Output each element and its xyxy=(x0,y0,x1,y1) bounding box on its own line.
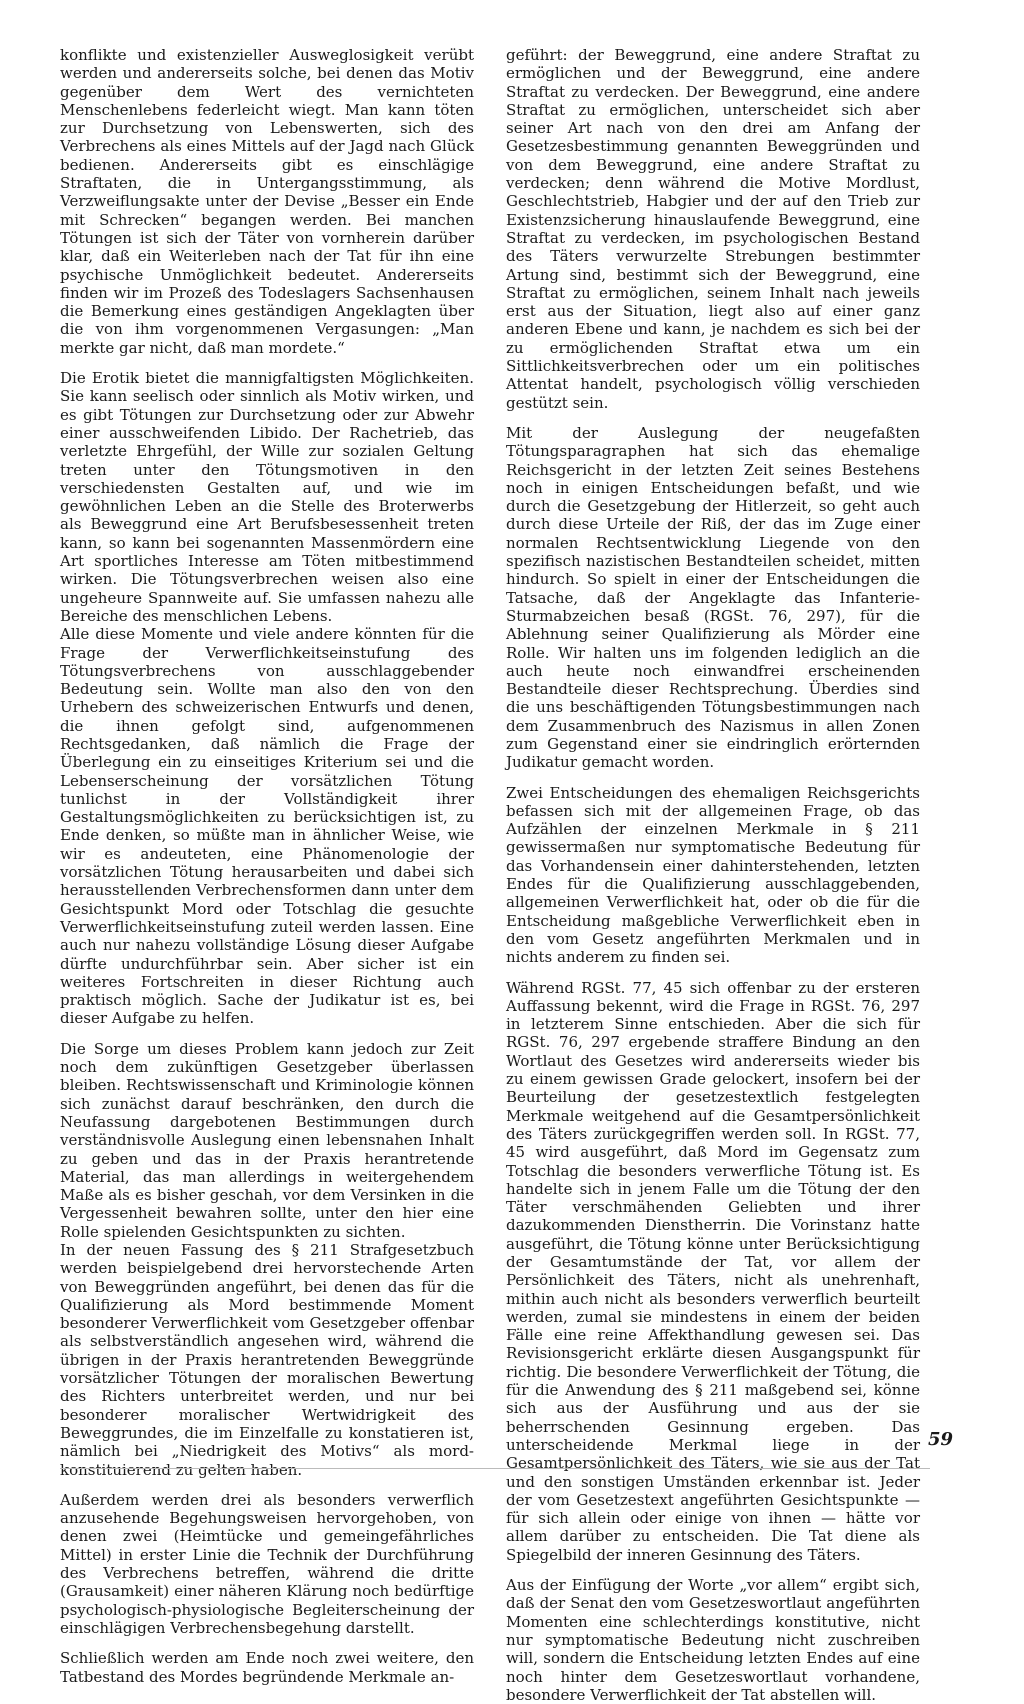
paragraph: Zwei Entscheidungen des ehemaligen Reichsgerichts befassen sich mit der allgemeinen Frage, ob das Aufzählen der einzelnen Merkmale in § 211 gewissermaßen nur symptomatische Bedeutung für das Vorhandensein einer dahinterstehenden, letzten Endes für die Qualifizierung ausschlaggebenden, allgemeinen Verwerflichkeit hat, oder ob die für die Entscheidung maßgebliche Verwerflichkeit eben in den vom Gesetz angeführten Merkmalen und in nichts anderem zu finden sei. xyxy=(506,783,920,967)
paragraph: konflikte und existenzieller Ausweglosigkeit verübt werden und andererseits solche, bei denen das Motiv gegenüber dem Wert des vernichteten Menschenlebens federleicht wiegt. Man kann töten zur Durchsetzung von Lebenswerten, sich des Verbrechens als eines Mittels auf der Jagd nach Glück bedienen. Andererseits gibt es einschlägige Straftaten, die in Untergangsstimmung, als Verzweiflungsakte unter der Devise „Besser ein Ende mit Schrecken“ begangen werden. Bei manchen Tötungen ist sich der Täter von vornherein darüber klar, daß ein Weiterleben nach der Tat für ihn eine psychische Unmöglichkeit bedeutet. Andererseits finden wir im Prozeß des Todeslagers Sachsenhausen die Bemerkung eines geständigen Angeklagten über die von ihm vorgenommenen Vergasungen: „Man merkte gar nicht, daß man mordete.“ xyxy=(60,46,474,357)
paragraph: In der neuen Fassung des § 211 Strafgesetzbuch werden beispielgebend drei hervorstechende Arten von Beweggründen angeführt, bei denen das für die Qualifizierung als Mord bestimmende Moment besonderer Verwerflichkeit vom Gesetzgeber offenbar als selbstverständlich angesehen wird, während die übrigen in der Praxis herantretenden Beweggründe vorsätzlicher Tötungen der moralischen Bewertung des Richters unterbreitet werden, und nur bei besonderer moralischer Wertwidrigkeit des Beweggrundes, die im Einzelfalle zu konstatieren ist, nämlich bei „Niedrigkeit des Motivs“ als mord-konstituierend zu gelten haben. xyxy=(60,1241,474,1479)
left-column xyxy=(60,46,474,1686)
paragraph: Mit der Auslegung der neugefaßten Tötungsparagraphen hat sich das ehemalige Reichsgericht in der letzten Zeit seines Bestehens noch in einigen Entscheidungen befaßt, und wie durch die Gesetzgebung der Hitlerzeit, so geht auch durch diese Urteile der Riß, der das im Zuge einer normalen Rechtsentwicklung Liegende von den spezifisch nazistischen Bestandteilen scheidet, mitten hindurch. So spielt in einer der Entscheidungen die Tatsache, daß der Angeklagte das Infanterie-Sturmabzeichen besaß (RGSt. 76, 297), für die Ablehnung seiner Qualifizierung als Mörder eine Rolle. Wir halten uns im folgenden lediglich an die auch heute noch einwandfrei erscheinenden Bestandteile dieser Rechtsprechung. Überdies sind die uns beschäftigenden Tötungsbestimmungen nach dem Zusammenbruch des Nazismus in allen Zonen zum Gegenstand einer sie eindringlich erörternden Judikatur gemacht worden. xyxy=(506,423,920,772)
paragraph: Die Sorge um dieses Problem kann jedoch zur Zeit noch dem zukünftigen Gesetzgeber überlassen bleiben. Rechtswissenschaft und Kriminologie können sich zunächst darauf beschränken, den durch die Neufassung dargebotenen Bestimmungen durch verständnisvolle Auslegung einen lebensnahen Inhalt zu geben und das in der Praxis herantretende Material, das man allerdings in weitergehendem Maße als es bisher geschah, vor dem Versinken in die Vergessenheit bewahren sollte, unter den hier eine Rolle spielenden Gesichtspunkten zu sichten. xyxy=(60,1039,474,1241)
paragraph: Während RGSt. 77, 45 sich offenbar zu der ersteren Auffassung bekennt, wird die Frage in RGSt. 76, 297 in letzterem Sinne entschieden. Aber die sich für RGSt. 76, 297 ergebende straffere Bindung an den Wortlaut des Gesetzes wird andererseits wieder bis zu einem gewissen Grade gelockert, insofern bei der Beurteilung der gesetzestextlich festgelegten Merkmale weitgehend auf die Gesamtpersönlichkeit des Täters zurückgegriffen werden soll. In RGSt. 77, 45 wird ausgeführt, daß Mord im Gegensatz zum Totschlag die besonders verwerfliche Tötung ist. Es handelte sich in jenem Falle um die Tötung der den Täter verschmähenden Geliebten und ihrer dazukommenden Dienstherrin. Die Vorinstanz hatte ausgeführt, die Tötung könne unter Berücksichtigung der Gesamtumstände der Tat, vor allem der Persönlichkeit des Täters, nicht als unehrenhaft, mithin auch nicht als besonders verwerflich beurteilt werden, zumal sie mindestens in einem der beiden Fälle eine reine Affekthandlung gewesen sei. Das Revisionsgericht erklärte diesen Ausgangspunkt für richtig. Die besondere Verwerflichkeit der Tötung, die für die Anwendung des § 211 maßgebend sei, könne sich aus der Ausführung und aus der sie beherrschenden Gesinnung ergeben. Das unterscheidende Merkmal liege in der Gesamtpersönlichkeit des Täters, wie sie aus der Tat und den sonstigen Umständen erkennbar ist. Jeder der vom Gesetzestext angeführten Gesichtspunkte — für sich allein oder einige von ihnen — hätte vor allem darüber zu entscheiden. Die Tat diene als Spiegelbild der inneren Gesinnung des Täters. xyxy=(506,978,920,1564)
footer-divider xyxy=(60,1468,930,1469)
paragraph: Aus der Einfügung der Worte „vor allem“ ergibt sich, daß der Senat den vom Gesetzeswortlaut angeführten Momenten eine schlechterdings konstitutive, nicht nur symptomatische Bedeutung nicht zuschreiben will, sondern die Entscheidung letzten Endes auf eine noch hinter dem Gesetzeswortlaut vorhandene, besondere Verwerflichkeit der Tat abstellen will. xyxy=(506,1576,920,1704)
page-number: 59 xyxy=(928,1429,954,1450)
paragraph: Alle diese Momente und viele andere könnten für die Frage der Verwerflichkeitseinstufung des Tötungsverbrechens von ausschlaggebender Bedeutung sein. Wollte man also den von den Urhebern des schweizerischen Entwurfs und denen, die ihnen gefolgt sind, aufgenommenen Rechtsgedanken, daß nämlich die Frage der Überlegung ein zu einseitiges Kriterium sei und die Lebenserscheinung der vorsätzlichen Tötung tunlichst in der Vollständigkeit ihrer Gestaltungsmöglichkeiten zu berücksichtigen ist, zu Ende denken, so müßte man in ähnlicher Weise, wie wir es andeuteten, eine Phänomenologie der vorsätzlichen Tötung herausarbeiten und dabei sich herausstellenden Verbrechensformen dann unter dem Gesichtspunkt Mord oder Totschlag die gesuchte Verwerflichkeitseinstufung zuteil werden lassen. Eine auch nur nahezu vollständige Lösung dieser Aufgabe dürfte undurchführbar sein. Aber sicher ist ein weiteres Fortschreiten in dieser Richtung auch praktisch möglich. Sache der Judikatur ist es, bei dieser Aufgabe zu helfen. xyxy=(60,625,474,1028)
paragraph: Außerdem werden drei als besonders verwerflich anzusehende Begehungsweisen hervorgehoben, von denen zwei (Heimtücke und gemeingefährliches Mittel) in erster Linie die Technik der Durchführung des Verbrechens betreffen, während die dritte (Grausamkeit) einer näheren Klärung noch bedürftige psychologisch-physiologische Begleiterscheinung der einschlägigen Verbrechensbegehung darstellt. xyxy=(60,1490,474,1637)
paragraph: Die Erotik bietet die mannigfaltigsten Möglichkeiten. Sie kann seelisch oder sinnlich als Motiv wirken, und es gibt Tötungen zur Durchsetzung oder zur Abwehr einer ausschweifenden Libido. Der Rachetrieb, das verletzte Ehrgefühl, der Wille zur sozialen Geltung treten unter den Tötungsmotiven in den verschiedensten Gestalten auf, und wie im gewöhnlichen Leben an die Stelle des Broterwerbs als Beweggrund eine Art Berufsbesessenheit treten kann, so kann bei sogenannten Massenmördern eine Art sportliches Interesse am Töten mitbestimmend wirken. Die Tötungsverbrechen weisen also eine ungeheure Spannweite auf. Sie umfassen nahezu alle Bereiche des menschlichen Lebens. xyxy=(60,369,474,625)
paragraph: geführt: der Beweggrund, eine andere Straftat zu ermöglichen und der Beweggrund, eine andere Straftat zu verdecken. Der Beweggrund, eine andere Straftat zu ermöglichen, unterscheidet sich aber seiner Art nach von den drei am Anfang der Gesetzesbestimmung genannten Beweggründen und von dem Beweggrund, eine andere Straftat zu verdecken; denn während die Motive Mordlust, Geschlechtstrieb, Habgier und der auf den Trieb zur Existenzsicherung hinauslaufende Beweggrund, eine Straftat zu verdecken, im psychologischen Bestand des Täters verwurzelte Strebungen bestimmter Artung sind, bestimmt sich der Beweggrund, eine Straftat zu ermöglichen, seinem Inhalt nach jeweils erst aus der Situation, liegt also auf einer ganz anderen Ebene und kann, je nachdem es sich bei der zu ermöglichenden Straftat etwa um ein Sittlichkeitsverbrechen oder um ein politisches Attentat handelt, psychologisch völlig verschieden gestützt sein. xyxy=(506,46,920,412)
right-column xyxy=(506,46,920,1704)
paragraph: Schließlich werden am Ende noch zwei weitere, den Tatbestand des Mordes begründende Merkmale an- xyxy=(60,1649,474,1686)
